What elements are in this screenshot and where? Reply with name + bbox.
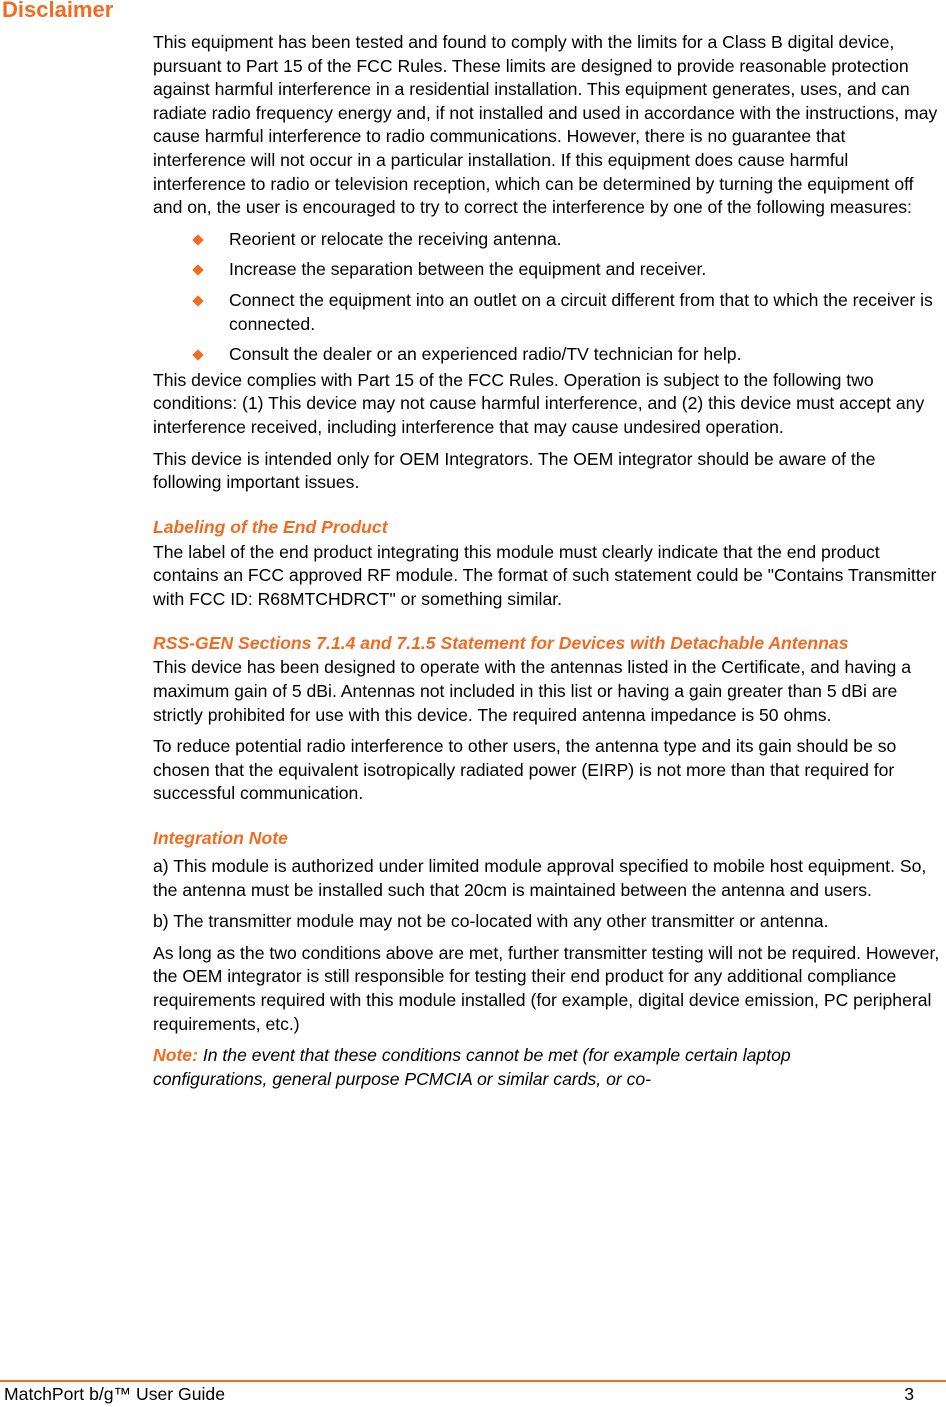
note-label: Note: (153, 1045, 198, 1066)
list-item (153, 289, 943, 336)
integration-paragraph-b: b) The transmitter module may not be co-located with any other transmitter or antenna. (153, 911, 829, 932)
integration-heading: Integration Note (153, 828, 288, 849)
rss-paragraph-1: This device has been designed to operate with the antennas listed in the Certificate, and having a maximum gain of 5 dBi. Antennas not included in this list or having a gain greater than 5 dBi are strictly prohibited for use with this device. The required antenna impedance is 50 ohms. (153, 657, 912, 725)
compliance-paragraph: This device complies with Part 15 of the FCC Rules. Operation is subject to the following two conditions: (1) This device may not cause harmful interference, and (2) this device must accept any interference received, including interference that may cause undesired operation. (153, 369, 925, 437)
oem-notice-paragraph: This device is intended only for OEM Integrators. The OEM integrator should be aware of the following important issues. (153, 448, 876, 493)
list-item (153, 343, 943, 367)
diamond-bullet-icon (192, 349, 203, 360)
diamond-bullet-icon (192, 265, 203, 276)
list-item-text: Consult the dealer or an experienced radio/TV technician for help. (229, 344, 742, 365)
measures-list (153, 228, 943, 367)
list-item (153, 228, 943, 252)
labeling-heading: Labeling of the End Product (153, 516, 388, 537)
integration-note (153, 1044, 943, 1091)
note-text: In the event that these conditions cannot be met (for example certain laptop configurations, general purpose PCMCIA or similar cards, or co- (153, 1045, 791, 1089)
intro-paragraph: This equipment has been tested and found to comply with the limits for a Class B digital device, pursuant to Part 15 of the FCC Rules. These limits are designed to provide reasonable protection against harmful interference in a residential installation. This equipment generates, uses, and can radiate radio frequency energy and, if not installed and used in accordance with the instructions, may cause harmful interference to radio communications. However, there is no guarantee that interference will not occur in a particular installation. If this equipment does cause harmful interference to radio or television reception, which can be determined by turning the equipment off and on, the user is encouraged to try to correct the interference by one of the following measures: (153, 32, 938, 218)
page-number: 3 (904, 1384, 914, 1404)
footer-divider (0, 1380, 946, 1382)
rss-heading: RSS-GEN Sections 7.1.4 and 7.1.5 Statement for Devices with Detachable Antennas (153, 633, 849, 654)
integration-paragraph-a: a) This module is authorized under limited module approval specified to mobile host equipment. So, the antenna must be installed such that 20cm is maintained between the antenna and users. (153, 856, 927, 900)
list-item-text: Connect the equipment into an outlet on a circuit different from that to which the receiver is connected. (229, 289, 933, 334)
labeling-paragraph: The label of the end product integrating this module must clearly indicate that the end product contains an FCC approved RF module. The format of such statement could be "Contains Transmitter with FCC ID: R68MTCHDRCT" or something similar. (153, 541, 937, 609)
footer-guide-title: MatchPort b/g™ User Guide (4, 1384, 225, 1404)
integration-paragraph-c: As long as the two conditions above are met, further transmitter testing will not be required. However, the OEM integrator is still responsible for testing their end product for any additional compliance requirements required with this module installed (for example, digital device emission, PC peripheral requirements, etc.) (153, 942, 940, 1034)
document-body (153, 31, 943, 1099)
list-item (153, 258, 943, 282)
page-title: Disclaimer (2, 0, 114, 22)
rss-paragraph-2: To reduce potential radio interference to other users, the antenna type and its gain should be so chosen that the equivalent isotropically radiated power (EIRP) is not more than that required for successful communication. (153, 736, 897, 804)
diamond-bullet-icon (192, 295, 203, 306)
list-item-text: Reorient or relocate the receiving antenna. (229, 228, 562, 249)
diamond-bullet-icon (192, 234, 203, 245)
list-item-text: Increase the separation between the equipment and receiver. (229, 259, 707, 280)
